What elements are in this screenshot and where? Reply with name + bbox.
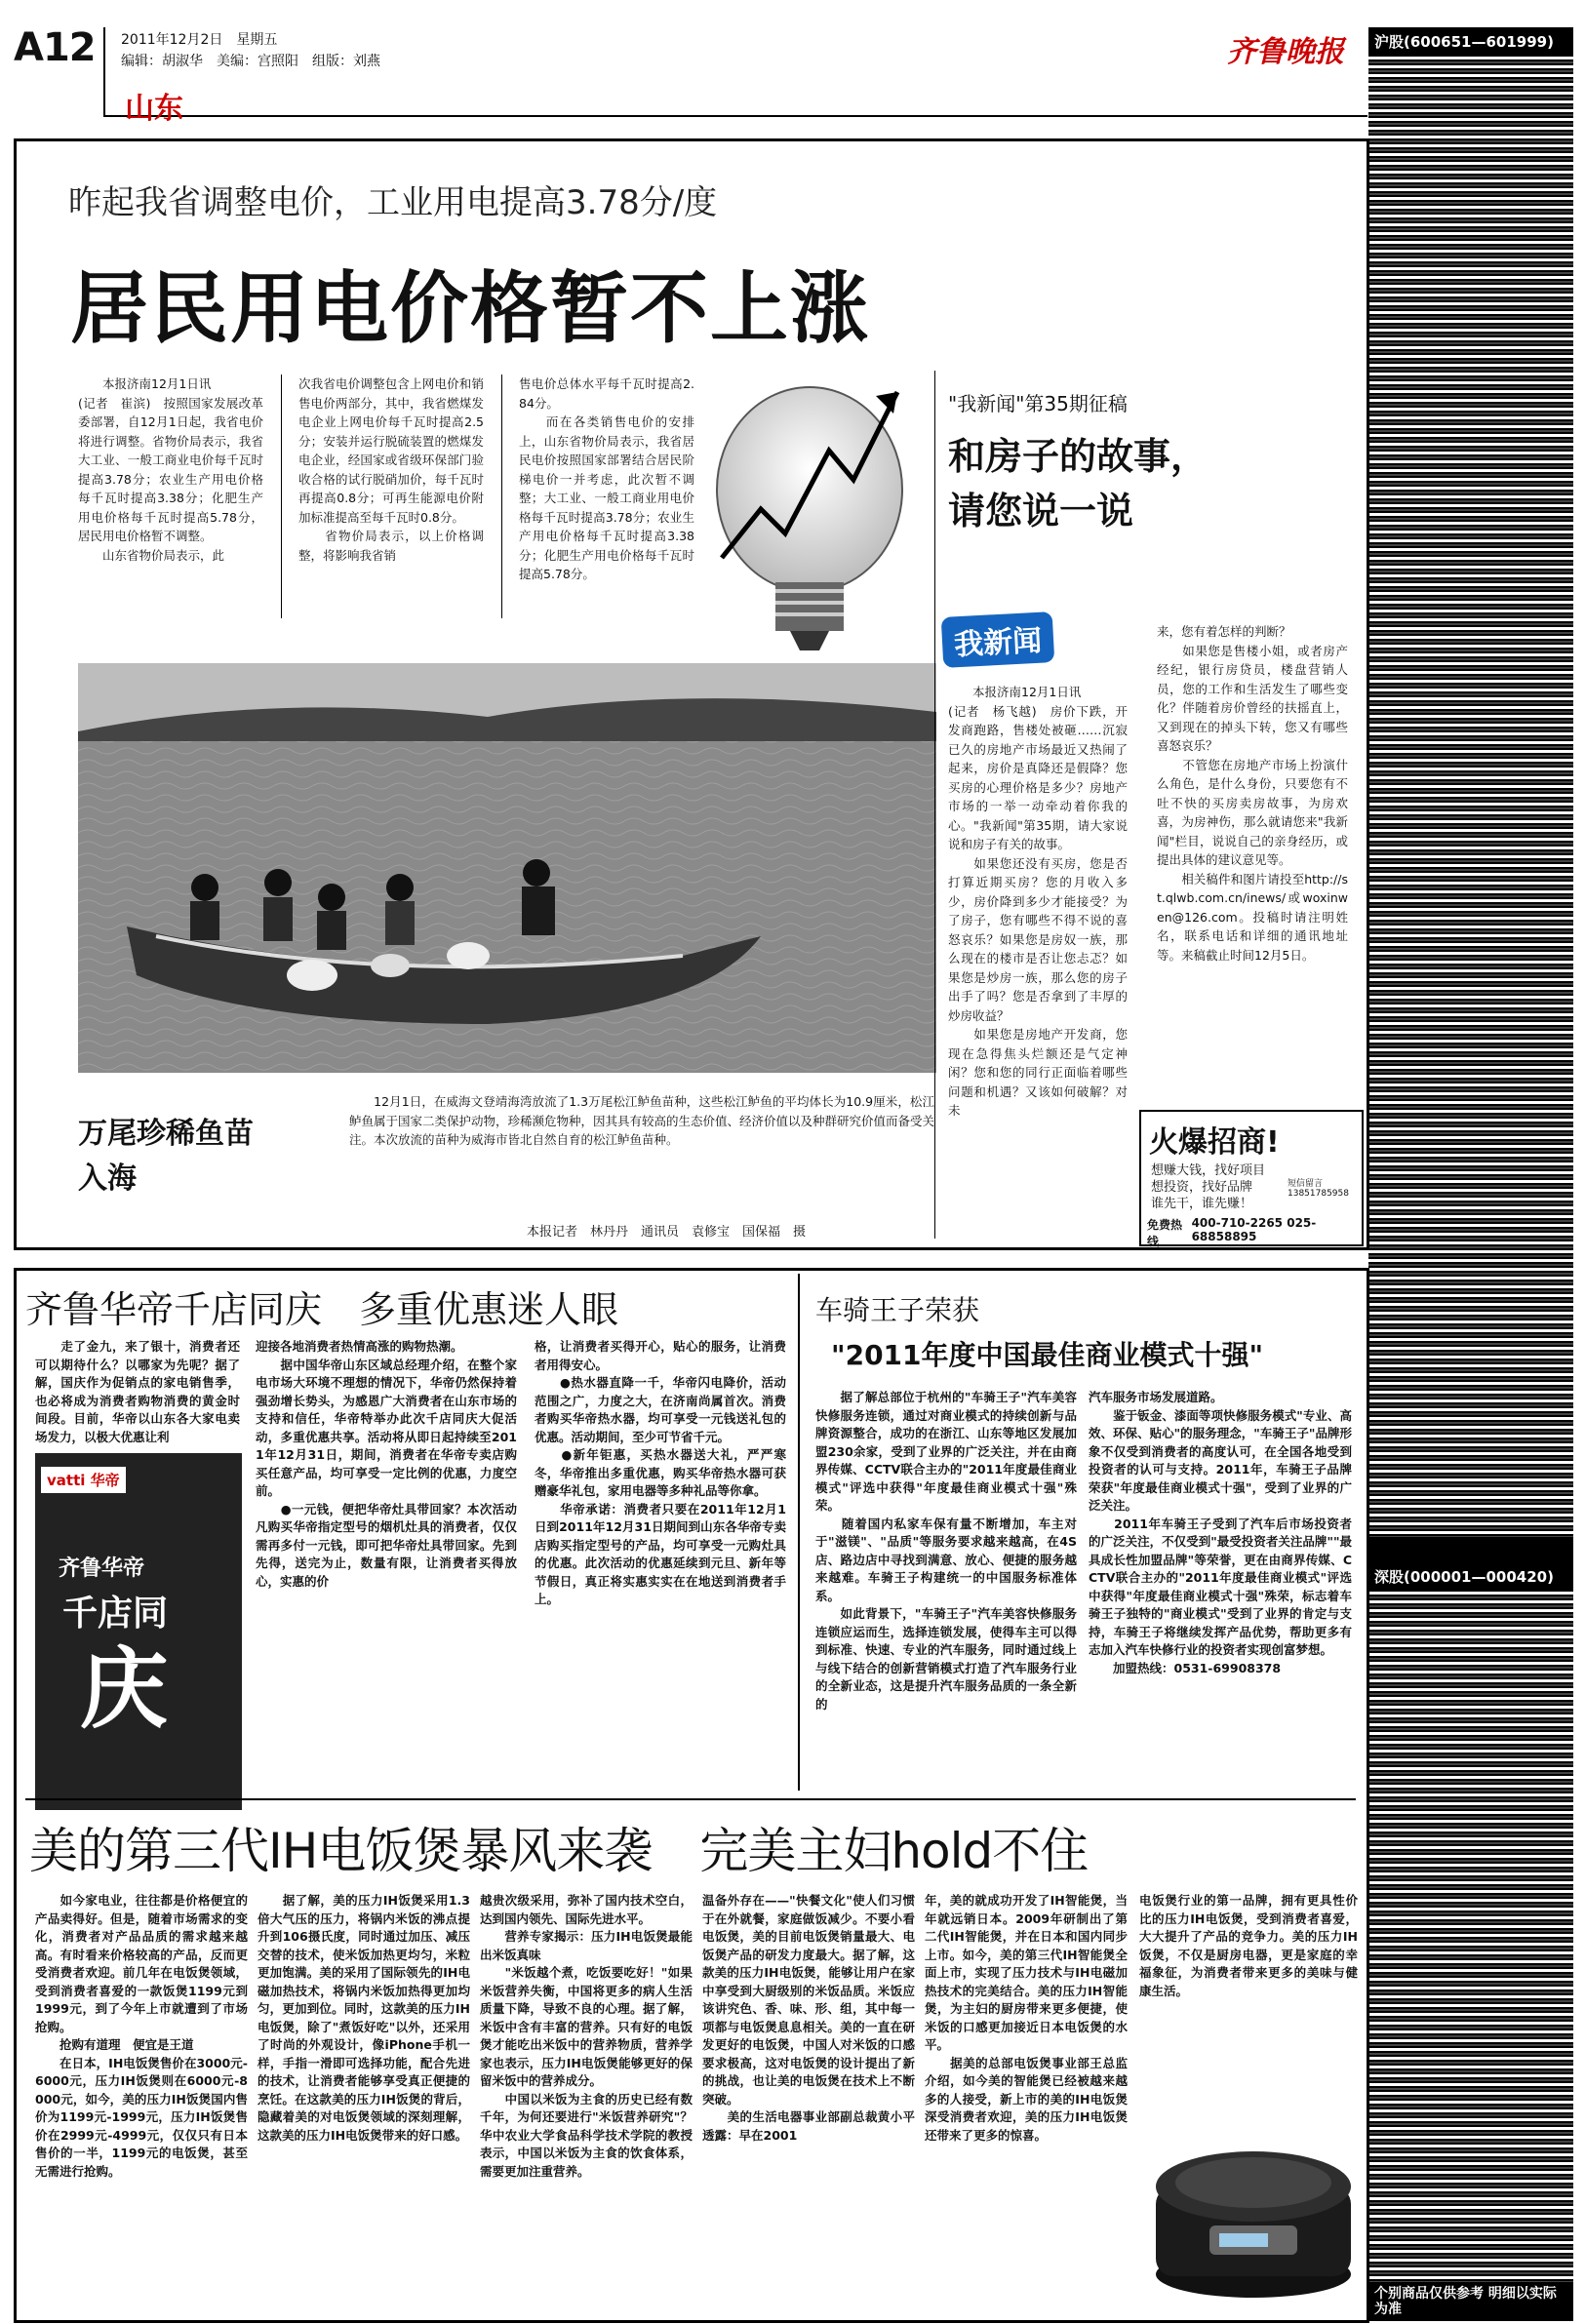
midea-column: 越贵次级采用，弥补了国内技术空白，达到国内领先、国际先进水平。 营养专家揭示：压力IH电饭煲最能出米饭真味 "米饭越个煮，吃饭要吃好！"如果米饭营养失衡，中国将更多的病人生活质量下降，导致不良的心理。据了解，米饭中含有丰富的营养。只有好的电饭煲才能吃出米饭中的营养物质，营养学家也表示，压力IH电饭煲能够更好的保留米饭中的营养成分。 中国以米饭为主食的历史已经有数千年，为何还要进行"米饭营养研究"？华中农业大学食品科学技术学院的教授表示，中国以米饭为主食的饮食体系，需要更加注重营养。 xyxy=(480,1893,693,2179)
article-column: 次我省电价调整包含上网电价和销售电价两部分，其中，我省燃煤发电企业上网电价每千瓦时提高2.5分；安装并运行脱硫装置的燃煤发电企业，经国家或省级环保部门验收合格的试行脱硝加价，每千瓦时再提高0.8分；可再生能源电价附加标准提高至每千瓦时0.8分。 省物价局表示，以上价格调整，将影响我省销 xyxy=(298,376,484,563)
ad-line: 谁先干，谁先赚！ xyxy=(1151,1197,1253,1211)
page-number: A12 xyxy=(14,25,96,70)
vatti-brand: vatti 华帝 xyxy=(41,1467,126,1493)
stock-table xyxy=(1368,1590,1573,2309)
column-divider xyxy=(798,1274,800,1791)
sidebar-title-line: 请您说一说 xyxy=(948,490,1134,532)
vatti-banner: 千店同 xyxy=(62,1594,169,1634)
sidebar-kicker: "我新闻"第35期征稿 xyxy=(948,392,1128,415)
header-rule xyxy=(103,115,1367,117)
ad-phone: 400-710-2265 025-68858895 xyxy=(1191,1216,1317,1243)
ad-line: 想投资，找好品牌 xyxy=(1151,1180,1253,1195)
midea-column: 据了解，美的压力IH饭煲采用1.3倍大气压的压力，将锅内米饭的沸点提升到106摄氏度，同时通过加压、减压交替的技术，使米饭加热更均匀，米粒更加饱满。美的采用了国际领先的IH电磁加热技术，将锅内米饭加热得更加均匀，更加到位。同时，这款美的压力IH电饭煲，除了"煮饭好吃"以外，还采用了时尚的外观设计，像iPhone手机一样，手指一滑即可选择功能，配合先进的技术，让消费者能够享受真正便捷的烹饪。在这款美的压力IH饭煲的背后，隐藏着美的对电饭煲领域的深刻理解，这款美的压力IH电饭煲带来的好口感。 xyxy=(258,1893,470,2143)
huadi-headline: 齐鲁华帝千店同庆 多重优惠迷人眼 xyxy=(25,1288,619,1331)
column-rule xyxy=(281,374,282,618)
ad-line: 想赚大钱，找好项目 xyxy=(1151,1163,1266,1178)
midea-column: 温备外存在——"快餐文化"使人们习惯于在外就餐，家庭做饭减少。不要小看电饭煲，美的目前电饭煲销量最大、电饭煲产品的研发力度最大。据了解，这款美的压力IH电饭煲，能够让用户在家中享受到大厨级别的米饭品质。米饭应该讲究色、香、味、形、组，其中每一项都与电饭煲息息相关。美的一直在研发更好的电饭煲，中国人对米饭的口感要求极高，这对电饭煲的设计提出了新的挑战，也让美的电饭煲在技术上不断突破。 美的生活电器事业部副总裁黄小平透露：早在2001 xyxy=(702,1893,915,2143)
article-column: 售电价总体水平每千瓦时提高2.84分。 而在各类销售电价的安排上，山东省物价局表示，我省居民电价按照国家部署结合居民阶梯电价一并考虑，此次暂不调整；大工业、一般工商业用电价格每千瓦时提高3.78分；农业生产用电价格每千瓦时提高3.38分；化肥生产用电价格每千瓦时提高5.78分。 xyxy=(519,376,694,581)
midea-column: 年，美的就成功开发了IH智能煲，当年就远销日本。2009年研制出了第二代IH智能煲，并在日本和国内同步上市。如今，美的第三代IH智能煲全面上市，实现了压力技术与IH电磁加热技术的完美结合。美的压力IH智能煲，为主妇的厨房带来更多便捷，使米饭的口感更加接近日本电饭煲的水平。 据美的总部电饭煲事业部王总监介绍，如今美的智能煲已经被越来越多的人接受，新上市的美的IH电饭煲深受消费者欢迎，美的压力IH电饭煲还带来了更多的惊喜。 xyxy=(925,1893,1128,2143)
ad-title: 火爆招商! xyxy=(1149,1125,1280,1160)
lightbulb-graphic xyxy=(683,363,946,665)
prince-column: 据了解总部位于杭州的"车骑王子"汽车美容快修服务连锁，通过对商业模式的持续创新与品牌资源整合，成功的在浙江、山东等地区发展加盟230余家，受到了业界的广泛关注，并在由商界传媒、CCTV联合主办的"2011年度最佳商业模式"评选中获得"年度最佳商业模式十强"殊荣。 随着国内私家车保有量不断增加，车主对于"滋镁"、"品质"等服务要求越来越高，在4S店、路边店中寻找到满意、放心、便捷的服务越来越难。车骑王子构建统一的中国服务标准体系。 如此背景下，"车骑王子"汽车美容快修服务连锁应运而生，选择连锁发展，使得车主可以得到标准、快速、专业的汽车服务，同时通过线上与线下结合的创新营销模式打造了汽车服务行业的全新业态，这是提升汽车服务品质的一条全新的 xyxy=(815,1390,1077,1712)
story-kicker: 昨起我省调整电价，工业用电提高3.78分/度 xyxy=(68,183,718,222)
huadi-column: 格，让消费者买得开心，贴心的服务，让消费者用得安心。 ●热水器直降一千，华帝闪电降价，活动范围之广，力度之大，在济南尚属首次。消费者购买华帝热水器，均可享受一元钱送礼包的优惠。活动期间，至少可节省千元。 ●新年钜惠，买热水器送大礼，严严寒冬，华帝推出多重优惠，购买华帝热水器可获赠豪华礼包，家用电器等多种礼品等你拿。 华帝承诺：消费者只要在2011年12月1日到2011年12月31日期间到山东各华帝专卖店购买指定型号的产品，均可享受一元购灶具的优惠。此次活动的优惠延续到元旦、新年等节假日，真正将实惠实实在在地送到消费者手上。 xyxy=(535,1339,786,1606)
ad-phone-row xyxy=(1141,1212,1362,1249)
article-column: 本报济南12月1日讯 (记者 崔滨) 按照国家发展改革委部署，自12月1日起，我省电价将进行调整。省物价局表示，我省大工业、一般工商业电价每千瓦时提高3.78分；农业生产用电价格每千瓦时提高3.38分；化肥生产用电价格每千瓦时提高5.78分，居民用电价格暂不调整。 山东省物价局表示，此 xyxy=(78,376,263,563)
rice-cooker-image xyxy=(1141,2128,1366,2304)
stock-table xyxy=(1368,55,1573,1537)
section-title: 山东 xyxy=(125,92,183,126)
photo-headline xyxy=(78,1112,254,1201)
huadi-column: 迎接各地消费者热情高涨的购物热潮。 据中国华帝山东区域总经理介绍，在整个家电市场大环境不理想的情况下，华帝仍然保持着强劲增长势头，为感恩广大消费者在山东市场的支持和信任，华帝特举办此次千店同庆大促活动，多重优惠共享。活动将从即日起持续至2011年12月31日，期间，消费者在华帝专卖店购买任意产品，均可享受一定比例的优惠，力度空前。 ●一元钱，便把华帝灶具带回家？本次活动凡购买华帝指定型号的烟机灶具的消费者，仅仅需再多付一元钱，即可把华帝灶具带回家。先到先得，送完为止，数量有限，让消费者买得放心，实惠的价 xyxy=(256,1339,517,1589)
ad-sms: 短信留言 13851785958 xyxy=(1288,1179,1349,1199)
photo-credit: 本报记者 林丹丹 通讯员 袁修宝 国保福 摄 xyxy=(527,1225,807,1240)
section-rule xyxy=(25,1798,1356,1800)
vatti-slogan: 齐鲁华帝 xyxy=(59,1556,145,1581)
midea-column: 电饭煲行业的第一品牌，拥有更具性价比的压力IH电饭煲，受到消费者喜爱，大大提升了产品的竞争力。美的压力IH饭煲，不仅是厨房电器，更是家庭的幸福象征，为消费者带来更多的美味与健康生活。 xyxy=(1139,1893,1358,1998)
stock-footer-note: 个别商品仅供参考 明细以实际为准 xyxy=(1368,2282,1573,2321)
photo-headline-line: 入海 xyxy=(78,1162,137,1196)
fish-release-photo xyxy=(78,663,936,1073)
huadi-column: 走了金九，来了银十，消费者还可以期待什么？以哪家为先呢？据了解，国庆作为促销点的家电销售季，也必将成为消费者购物消费的黄金时间段。目前，华帝以山东各大家电卖场发力，以极大优惠让利 xyxy=(35,1339,240,1444)
sidebar-title xyxy=(948,429,1208,538)
sidebar-rule xyxy=(934,371,935,1239)
vatti-ad-image xyxy=(35,1453,242,1810)
stock-section-title: 沪股(600651—601999) xyxy=(1368,27,1573,55)
vatti-big-char: 庆 xyxy=(80,1638,168,1741)
ad-phone-label: 免费热线 xyxy=(1147,1218,1183,1248)
woxinwen-logo xyxy=(942,614,1118,669)
sidebar-column: 来，您有着怎样的判断？ 如果您是售楼小姐，或者房产经纪，银行房贷员，楼盘营销人员，您的工作和生活发生了哪些变化？伴随着房价曾经的扶摇直上，又到现在的掉头下转，您又有哪些喜怒哀乐？ 不管您在房地产市场上扮演什么角色，是什么身份，只要您有不吐不快的买房卖房故事，为房欢喜，为房神伤，那么就请您来"我新闻"栏目，说说自己的亲身经历，或提出具体的建议意见等。 相关稿件和图片请投至http://st.qlwb.com.cn/inews/或woxinwen@126.com。投稿时请注明姓名，联系电话和详细的通讯地址等。来稿截止时间12月5日。 xyxy=(1157,624,1348,963)
editor-credits: 编辑：胡淑华 美编：宫照阳 组版：刘燕 xyxy=(121,54,380,69)
woxinwen-logo-text: 我新闻 xyxy=(941,611,1055,668)
issue-date: 2011年12月2日 星期五 xyxy=(121,32,278,48)
stock-section-title: 深股(000001—000420) xyxy=(1368,1562,1573,1590)
column-rule xyxy=(501,374,502,618)
franchise-ad xyxy=(1139,1110,1364,1246)
prince-headline-line2: "2011年度中国最佳商业模式十强" xyxy=(831,1339,1264,1371)
midea-column: 如今家电业，往往都是价格便宜的产品卖得好。但是，随着市场需求的变化，消费者对产品品质的需求越来越高。有时看来价格较高的产品，反而更受消费者欢迎。前几年在电饭煲领域，受到消费者喜爱的一款饭煲1199元到1999元，到了今年上市就遭到了市场抢购。 抢购有道理 便宜是王道 在日本，IH电饭煲售价在3000元-6000元，压力IH饭煲则在6000元-8000元，如今，美的压力IH饭煲国内售价为1199元-1999元，压力IH饭煲售价在2999元-4999元，仅仅只有日本售价的一半，1199元的电饭煲，甚至无需进行抢购。 xyxy=(35,1893,248,2179)
midea-headline: 美的第三代IH电饭煲暴风来袭 完美主妇hold不住 xyxy=(29,1823,1089,1879)
header-divider xyxy=(103,27,105,117)
sidebar-column: 本报济南12月1日讯 (记者 杨飞越) 房价下跌，开发商跑路，售楼处被砸……沉寂已久的房地产市场最近又热闹了起来，房价是真降还是假降？您买房的心理价格是多少？房地产市场的一举一动牵动着你我的心。"我新闻"第35期，请大家说说和房子有关的故事。 如果您还没有买房，您是否打算近期买房？您的月收入多少，房价降到多少才能接受？为了房子，您有哪些不得不说的喜怒哀乐？如果您是房奴一族，那么现在的楼市是否让您忐忑？如果您是炒房一族，那么您的房子出手了吗？您是否拿到了丰厚的炒房收益？ 如果您是房地产开发商，您现在急得焦头烂额还是气定神闲？您和您的同行正面临着哪些问题和机遇？又该如何破解？对未 xyxy=(948,685,1128,1118)
photo-headline-line: 万尾珍稀鱼苗 xyxy=(78,1117,254,1151)
sidebar-title-line: 和房子的故事， xyxy=(948,435,1209,478)
prince-column: 汽车服务市场发展道路。 鉴于钣金、漆面等项快修服务模式"专业、高效、环保、贴心"的服务理念，"车骑王子"品牌形象不仅受到消费者的高度认可，在全国各地受到投资者的认可与支持。2011年，车骑王子品牌荣获"年度最佳商业模式十强"，受到了业界的广泛关注。 2011年车骑王子受到了汽车后市场投资者的广泛关注，不仅受到"最受投资者关注品牌""最具成长性加盟品牌"等荣誉，更在由商界传媒、CCTV联合主办的"2011年度最佳商业模式"评选中获得"年度最佳商业模式十强"殊荣，标志着车骑王子独特的"商业模式"受到了业界的肯定与支持，车骑王子将继续发挥产品优势，帮助更多有志加入汽车快修行业的投资者实现创富梦想。 加盟热线：0531-69908378 xyxy=(1089,1390,1352,1675)
newspaper-logo: 齐鲁晚报 xyxy=(1227,35,1344,69)
story-headline: 居民用电价格暂不上涨 xyxy=(70,263,870,354)
prince-headline-line1: 车骑王子荣获 xyxy=(815,1294,980,1326)
stock-listing-column xyxy=(1368,27,1573,2309)
photo-caption: 12月1日，在威海文登靖海湾放流了1.3万尾松江鲈鱼苗种，这些松江鲈鱼的平均体长为10.9厘米，松江鲈鱼属于国家二类保护动物，珍稀濒危物种，因其具有较高的生态价值、经济价值以及种群研究价值而备受关注。本次放流的苗种为威海市皆北自然自育的松江鲈鱼苗种。 xyxy=(349,1094,935,1147)
